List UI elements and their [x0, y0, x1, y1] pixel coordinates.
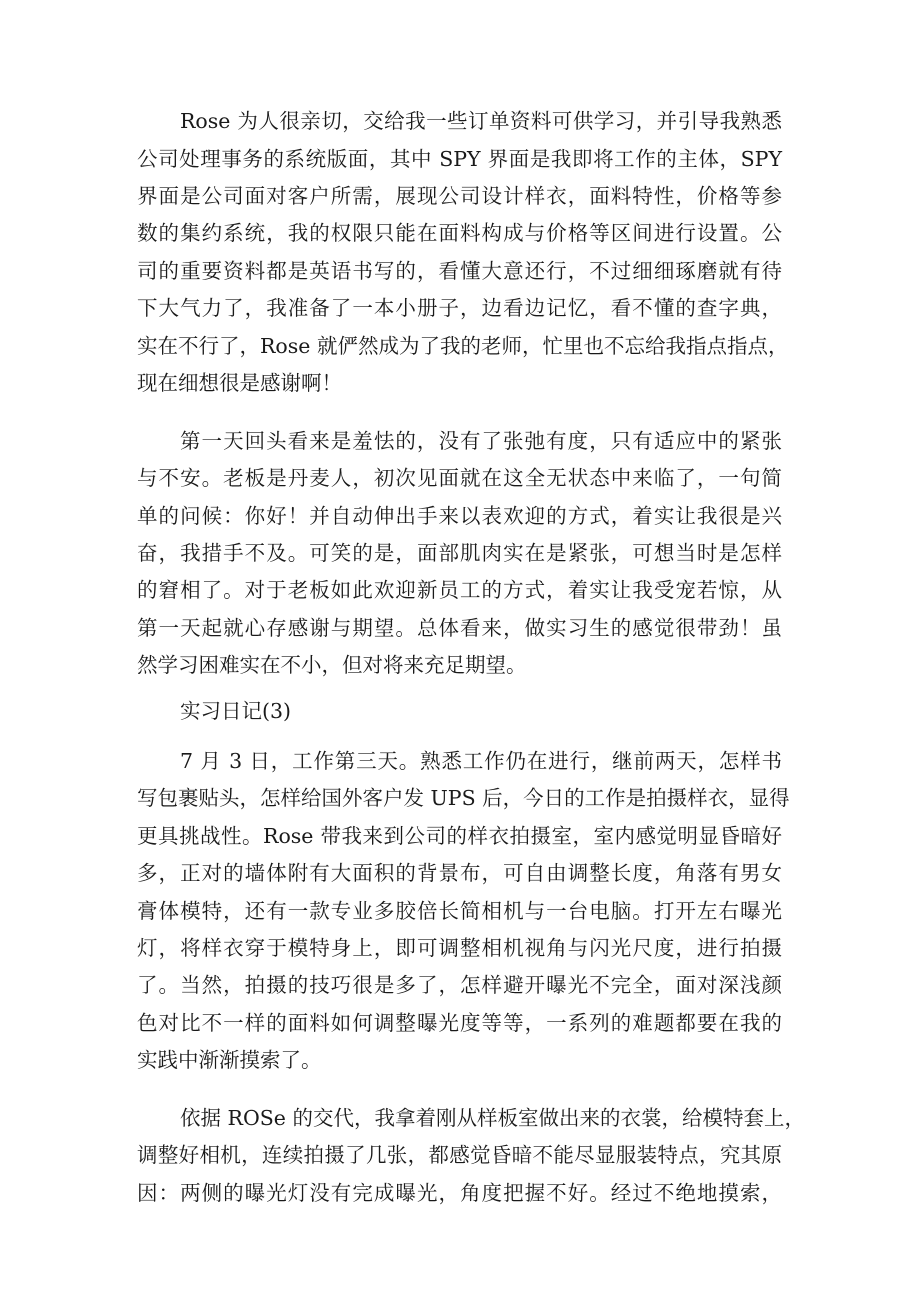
- text-line: 第一天回头看来是羞怯的，没有了张弛有度，只有适应中的紧张: [180, 429, 782, 453]
- text-line: Rose 为人很亲切，交给我一些订单资料可供学习，并引导我熟悉: [180, 109, 782, 133]
- text-line: 与不安。老板是丹麦人，初次见面就在这全无状态中来临了，一句简: [137, 466, 782, 490]
- text-line: 色对比不一样的面料如何调整曝光度等等，一系列的难题都要在我的: [137, 1011, 782, 1035]
- text-line: 更具挑战性。Rose 带我来到公司的样衣拍摄室，室内感觉明显昏暗好: [137, 824, 782, 848]
- text-line: 的窘相了。对于老板如此欢迎新员工的方式，着实让我受宠若惊，从: [137, 578, 782, 602]
- text-line: 调整好相机，连续拍摄了几张，都感觉昏暗不能尽显服装特点，究其原: [137, 1143, 782, 1167]
- text-line: 界面是公司面对客户所需，展现公司设计样衣，面料特性，价格等参: [137, 184, 782, 208]
- text-line: 膏体模特，还有一款专业多胶倍长简相机与一台电脑。打开左右曝光: [137, 899, 782, 923]
- section-heading: 实习日记(3): [180, 699, 292, 723]
- text-line: 7 月 3 日，工作第三天。熟悉工作仍在进行，继前两天，怎样书: [180, 749, 782, 773]
- text-line: 单的问候：你好！并自动伸出手来以表欢迎的方式，着实让我很是兴: [137, 504, 782, 528]
- text-line: 因：两侧的曝光灯没有完成曝光，角度把握不好。经过不绝地摸索，: [137, 1181, 782, 1205]
- text-line: 多，正对的墙体附有大面积的背景布，可自由调整长度，角落有男女: [137, 861, 782, 885]
- text-line: 第一天起就心存感谢与期望。总体看来，做实习生的感觉很带劲！虽: [137, 616, 782, 640]
- text-line: 司的重要资料都是英语书写的，看懂大意还行，不过细细琢磨就有待: [137, 259, 782, 283]
- text-line: 灯，将样衣穿于模特身上，即可调整相机视角与闪光尺度，进行拍摄: [137, 936, 782, 960]
- text-line: 奋，我措手不及。可笑的是，面部肌肉实在是紧张，可想当时是怎样: [137, 541, 782, 565]
- text-line: 依据 ROSe 的交代，我拿着刚从样板室做出来的衣裳，给模特套上，: [180, 1106, 805, 1130]
- text-line: 现在细想很是感谢啊！: [137, 371, 342, 395]
- text-line: 实在不行了，Rose 就俨然成为了我的老师，忙里也不忘给我指点指点，: [137, 334, 789, 358]
- text-line: 实践中渐渐摸索了。: [137, 1048, 322, 1072]
- text-line: 数的集约系统，我的权限只能在面料构成与价格等区间进行设置。公: [137, 221, 782, 245]
- text-line: 公司处理事务的系统版面，其中 SPY 界面是我即将工作的主体，SPY: [137, 147, 782, 171]
- text-line: 下大气力了，我准备了一本小册子，边看边记忆，看不懂的查字典，: [137, 296, 782, 320]
- text-line: 然学习困难实在不小，但对将来充足期望。: [137, 653, 527, 677]
- text-line: 了。当然，拍摄的技巧很是多了，怎样避开曝光不完全，面对深浅颜: [137, 973, 782, 997]
- text-line: 写包裹贴头，怎样给国外客户发 UPS 后，今日的工作是拍摄样衣，显得: [137, 786, 790, 810]
